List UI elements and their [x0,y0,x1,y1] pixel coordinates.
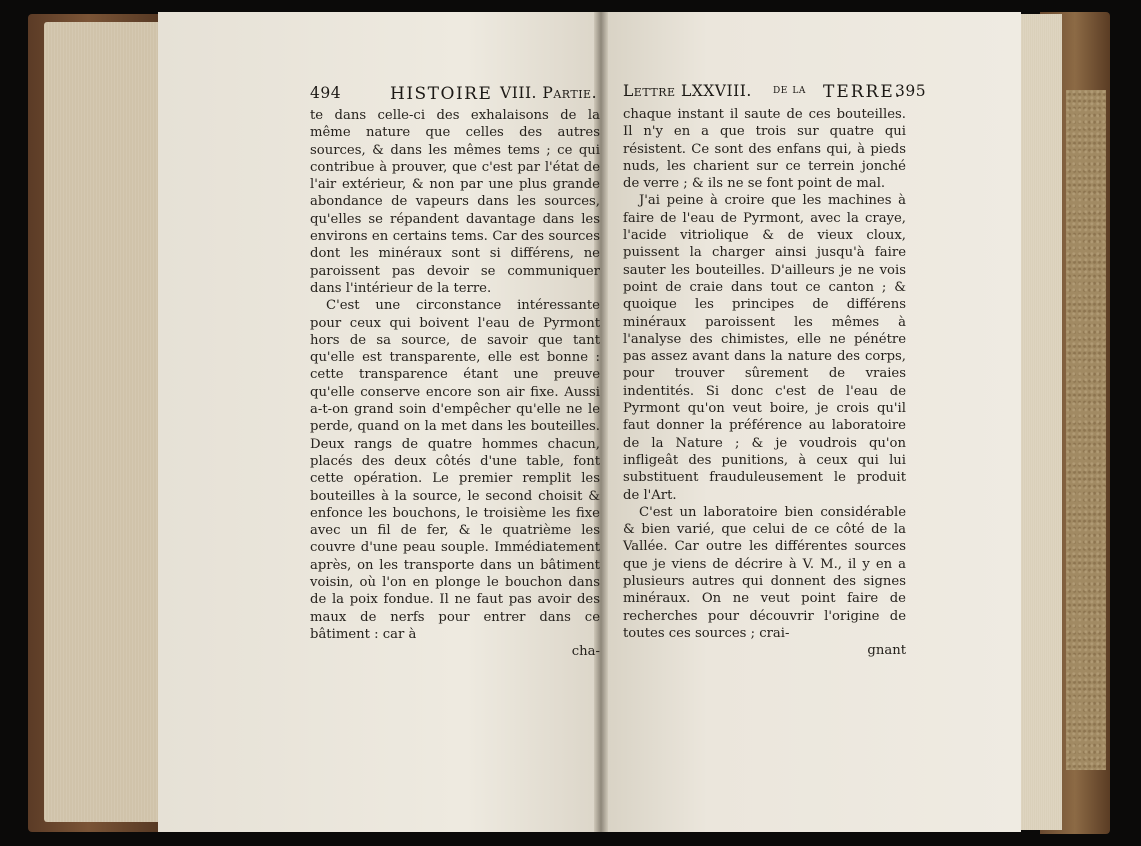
right-de-la: de la [773,82,806,97]
left-running-title: HISTOIRE [390,84,493,104]
left-section: VIII. Partie. [500,84,598,102]
right-paragraph-1: chaque instant il saute de ces bouteilles. Il n'y en a que trois sur quatre qui résistent. Ce sont des enfans qui, à pieds nuds, les charient sur ce terrein jonché de verre ; & ils ne se font point de mal. [623,107,906,192]
left-page-number: 494 [310,84,342,102]
right-text-column [623,106,906,660]
marbled-board [1066,90,1106,770]
right-paragraph-3: C'est un laboratoire bien considérable & bien varié, que celui de ce côté de la Vallée. Car outre les différentes sources que je viens de décrire à V. M., il y en a plusieurs autres qui donnent des signes minéraux. On ne veut point faire de recherches pour découvrir l'origine de toutes ces sources ; crai- [623,504,906,641]
right-page-number: 395 [895,82,927,100]
right-running-title: TERRE. [823,82,903,102]
left-catchword: cha- [571,644,600,660]
right-letter: Lettre LXXVIII. [623,82,752,100]
right-catchword: gnant [867,643,906,659]
left-paragraph-2: C'est une circonstance intéressante pour ceux qui boivent l'eau de Pyrmont hors de sa source, de savoir que tant qu'elle est transparente, elle est bonne : cette transparence étant une preuve qu'elle conserve encore son air fixe. Aussi a-t-on grand soin d'empêcher qu'elle ne le perde, quand on la met dans les bouteilles. Deux rangs de quatre hommes chacun, placés des deux côtés d'une table, font cette opération. Le premier remplit les bouteilles à la source, le second choisit & enfonce les bouchons, le troisième les fixe avec un fil de fer, & le quatrième les couvre d'une peau souple. Immédiatement après, on les transporte dans un bâtiment voisin, où l'on en plonge le bouchon dans de la poix fondue. Il ne faut pas avoir des maux de nerfs pour entrer dans ce bâtiment : car à [310,298,600,642]
right-paragraph-2: J'ai peine à croire que les machines à faire de l'eau de Pyrmont, avec la craye, l'acide vitriolique & de vieux cloux, puissent la charger ainsi jusqu'à faire sauter les bouteilles. D'ailleurs je ne vois point de craie dans tout ce canton ; & quoique les principes de différens minéraux paroissent les mêmes à l'analyse des chimistes, elle ne pénétre pas assez avant dans la nature des corps, pour trouver sûrement de vraies indentités. Si donc c'est de l'eau de Pyrmont qu'on veut boire, je crois qu'il faut donner la préférence au laboratoire de la Nature ; & je voudrois qu'on infligeât des punitions, à ceux qui lui substituent frauduleusement le produit de l'Art. [623,193,906,503]
left-paragraph-1: te dans celle-ci des exhalaisons de la même nature que celles des autres sources, & dans les mêmes tems ; ce qui contribue à prouver, que c'est par l'état de l'air extérieur, & non par une plus grande abondance de vapeurs dans les sources, qu'elles se répandent davantage dans les environs en certains tems. Car des sources dont les minéraux sont si différens, ne paroissent pas devoir se communiquer dans l'intérieur de la terre. [310,108,600,296]
page-edges-left [44,22,176,822]
page-edges-right [1018,14,1062,830]
left-text-column [310,107,600,661]
